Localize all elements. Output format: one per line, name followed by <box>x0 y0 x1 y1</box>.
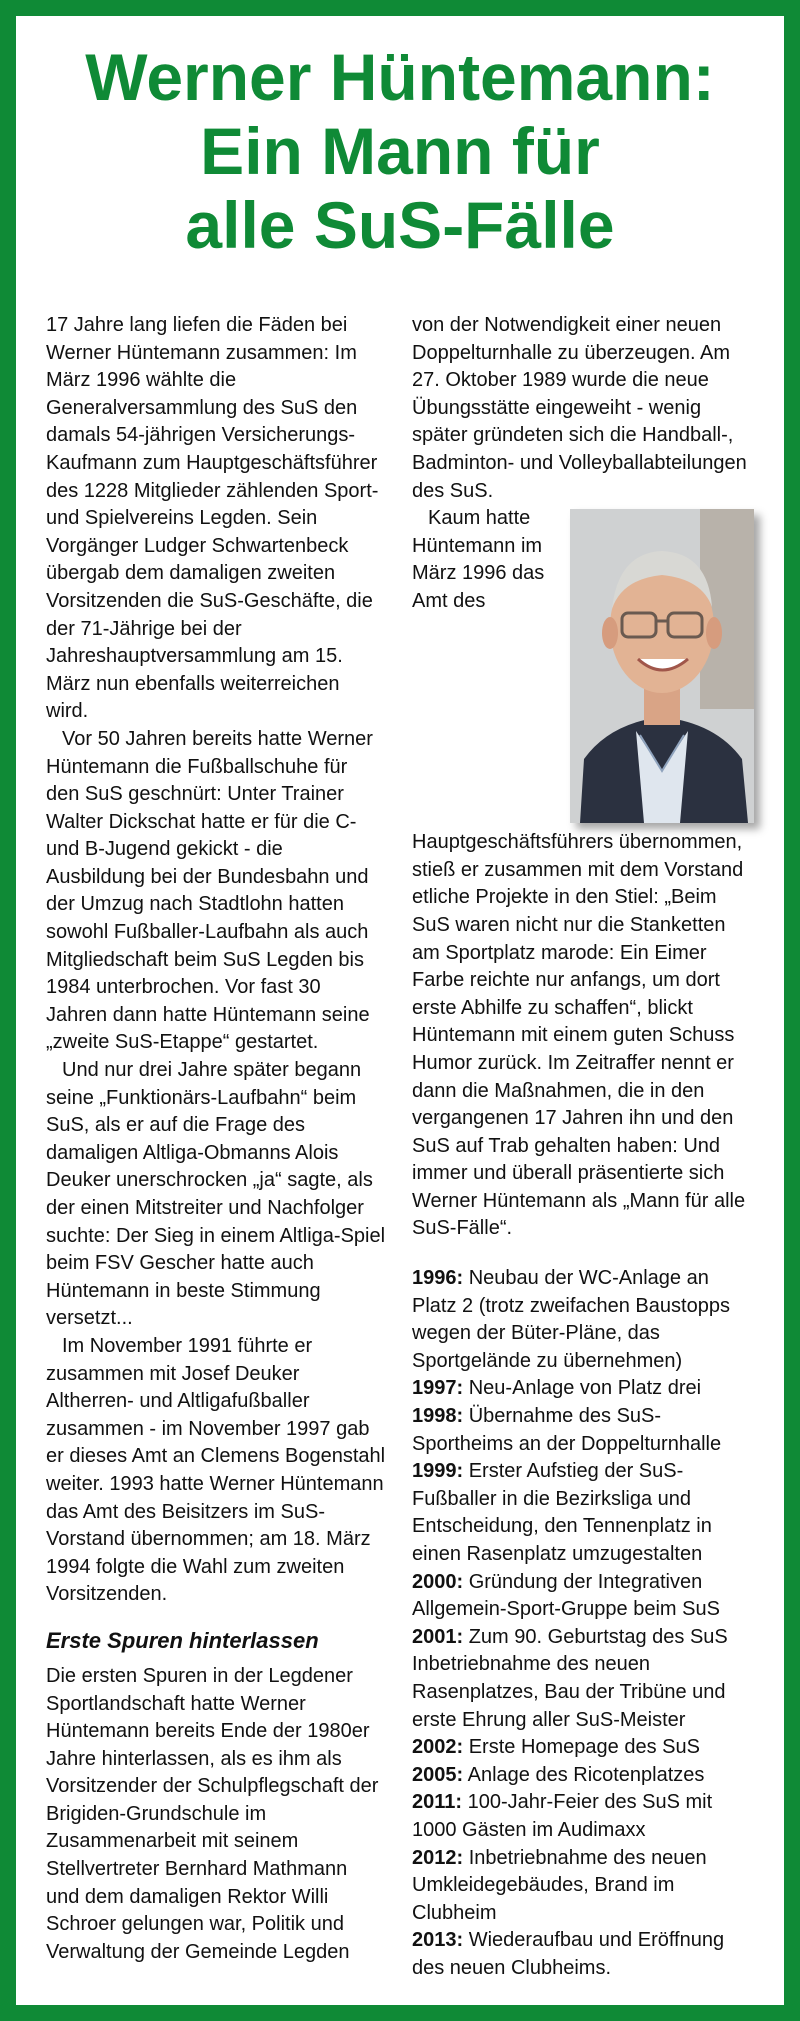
timeline-year: 2005: <box>412 1763 464 1786</box>
timeline-entry <box>412 1845 754 1928</box>
paragraph: 17 Jahre lang liefen die Fäden bei Werner Hüntemann zusammen: Im März 1996 wählte die Generalversammlung des SuS den damals 54-jährigen Versicherungs-Kaufmann zum Hauptgeschäftsführer des 1228 Mitglieder zählenden Sport- und Spielvereins Legden. Sein Vorgänger Ludger Schwartenbeck übergab dem damaligen zweiten Vorsitzenden die SuS-Geschäfte, die der 71-Jährige bei der Jahreshauptversammlung am 15. März nun ebenfalls weiterreichen wird. <box>46 314 379 723</box>
timeline-entry <box>412 1734 754 1762</box>
timeline-year: 2002: <box>412 1736 464 1759</box>
timeline-text: Gründung der Integrativen Allgemein-Sport-Gruppe beim SuS <box>412 1570 720 1621</box>
paragraph-text: Kaum hatte Hüntemann im März 1996 das Amt des Hauptgeschäftsführers übernommen, stieß er zusammen mit dem Vorstand etliche Projekte in den Stiel: „Beim SuS waren nicht nur die Stanketten am Sportplatz marode: Ein Eimer Farbe reichte nur anfangs, um dort erste Abhilfe zu schaffen“, blickt Hüntemann mit einem guten Schuss Humor zurück. Im Zeitraffer nennt er dann die Maßnahmen, die in den vergangenen 17 Jahren ihn und den SuS auf Trab gehalten haben: Und immer und überall präsentierte sich Werner Hüntemann als „Mann für alle SuS-Fälle“. <box>412 507 746 1240</box>
timeline-year: 2012: <box>412 1846 464 1869</box>
paragraph: Vor 50 Jahren bereits hatte Werner Hüntemann die Fußballschuhe für den SuS geschnürt: Unter Trainer Walter Dickschat hatte er für die C- und B-Jugend gekickt - die Ausbildung bei der Bundesbahn und der Umzug nach Stadtlohn hatten sowohl Fußballer-Laufbahn als auch Mitgliedschaft beim SuS Legden bis 1984 unterbrochen. Vor fast 30 Jahren dann hatte Hüntemann seine „zweite SuS-Etappe“ gestartet. <box>46 727 373 1054</box>
timeline-entry <box>412 1762 754 1790</box>
right-column <box>412 312 754 1983</box>
paragraph: Und nur drei Jahre später begann seine „Funktionärs-Laufbahn“ beim SuS, als er auf die Frage des damaligen Altliga-Obmanns Alois Deuker unerschrocken „ja“ sagte, als der einen Mitstreiter und Nachfolger suchte: Der Sieg in einem Altliga-Spiel beim FSV Gescher hatte auch Hüntemann in beste Stimmung versetzt... <box>46 1059 386 1330</box>
headline-line-1: Werner Hüntemann: <box>85 40 715 114</box>
timeline-text: Neubau der WC-Anlage an Platz 2 (trotz zweifachen Baustopps wegen der Büter-Pläne, das Sportgelände zu übernehmen) <box>412 1267 730 1372</box>
timeline-text: Wiederaufbau und Eröffnung des neuen Clubheims. <box>412 1929 725 1979</box>
timeline-year: 1999: <box>412 1460 464 1483</box>
timeline-entry <box>412 1458 754 1568</box>
timeline-entry <box>412 1927 754 1982</box>
timeline-year: 2013: <box>412 1929 464 1952</box>
paragraph: Im November 1991 führte er zusammen mit Josef Deuker Altherren- und Altligafußballer zusammen - im November 1997 gab er dieses Amt an Clemens Bogenstahl weiter. 1993 hatte Werner Hüntemann das Amt des Beisitzers im SuS-Vorstand übernommen; am 18. März 1994 folgte die Wahl zum zweiten Vorsitzenden. <box>46 1334 386 1606</box>
timeline-year: 2000: <box>412 1570 464 1593</box>
section-subheading: Erste Spuren hinterlassen <box>46 1627 319 1653</box>
article-headline <box>16 40 784 262</box>
timeline-text: 100-Jahr-Feier des SuS mit 1000 Gästen im Audimaxx <box>412 1791 713 1841</box>
timeline-entry <box>412 1375 754 1403</box>
paragraph-with-photo <box>412 505 754 1243</box>
timeline-text: Übernahme des SuS-Sportheims an der Doppelturnhalle <box>412 1405 722 1455</box>
timeline-text: Erste Homepage des SuS <box>468 1736 700 1759</box>
timeline-entry <box>412 1569 754 1624</box>
headline-line-3: alle SuS-Fälle <box>185 188 615 262</box>
paragraph: von der Notwendigkeit einer neuen Doppelturnhalle zu überzeugen. Am 27. Oktober 1989 wurde die neue Übungsstätte eingeweiht - wenig später gründeten sich die Handball-, Badminton- und Volleyballabteilungen des SuS. <box>412 314 747 502</box>
headline-line-2: Ein Mann für <box>200 114 600 188</box>
timeline-entry <box>412 1789 754 1844</box>
timeline-year: 2011: <box>412 1791 463 1814</box>
timeline-year: 1998: <box>412 1405 464 1428</box>
timeline-year: 2001: <box>412 1625 464 1648</box>
timeline-entry <box>412 1403 754 1458</box>
timeline-text: Erster Aufstieg der SuS-Fußballer in die Bezirksliga und Entscheidung, den Tennenplatz in einen Rasenplatz umzugestalten <box>412 1460 712 1565</box>
timeline-entry <box>412 1265 754 1375</box>
timeline-text: Inbetriebnahme des neuen Umkleidegebäudes, Brand im Clubheim <box>412 1846 707 1924</box>
timeline-year: 1996: <box>412 1267 464 1290</box>
timeline-year: 1997: <box>412 1377 464 1400</box>
left-column <box>46 312 386 1966</box>
paragraph: Die ersten Spuren in der Legdener Sportlandschaft hatte Werner Hüntemann bereits Ende der 1980er Jahre hinterlassen, als es ihm als Vorsitzender der Schulpflegschaft der Brigiden-Grundschule im Zusammenarbeit mit seinem Stellvertreter Bernhard Mathmann und dem damaligen Rektor Willi Schroer gelungen war, Politik und Verwaltung der Gemeinde Legden <box>46 1664 379 1963</box>
timeline <box>412 1265 754 1982</box>
portrait-photo <box>570 509 754 823</box>
timeline-text: Anlage des Ricotenplatzes <box>467 1763 705 1786</box>
portrait-illustration <box>570 509 754 823</box>
timeline-entry <box>412 1624 754 1734</box>
timeline-text: Zum 90. Geburtstag des SuS Inbetriebnahme des neuen Rasenplatzes, Bau der Tribüne und erste Ehrung aller SuS-Meister <box>412 1625 728 1731</box>
timeline-text: Neu-Anlage von Platz drei <box>468 1377 702 1400</box>
